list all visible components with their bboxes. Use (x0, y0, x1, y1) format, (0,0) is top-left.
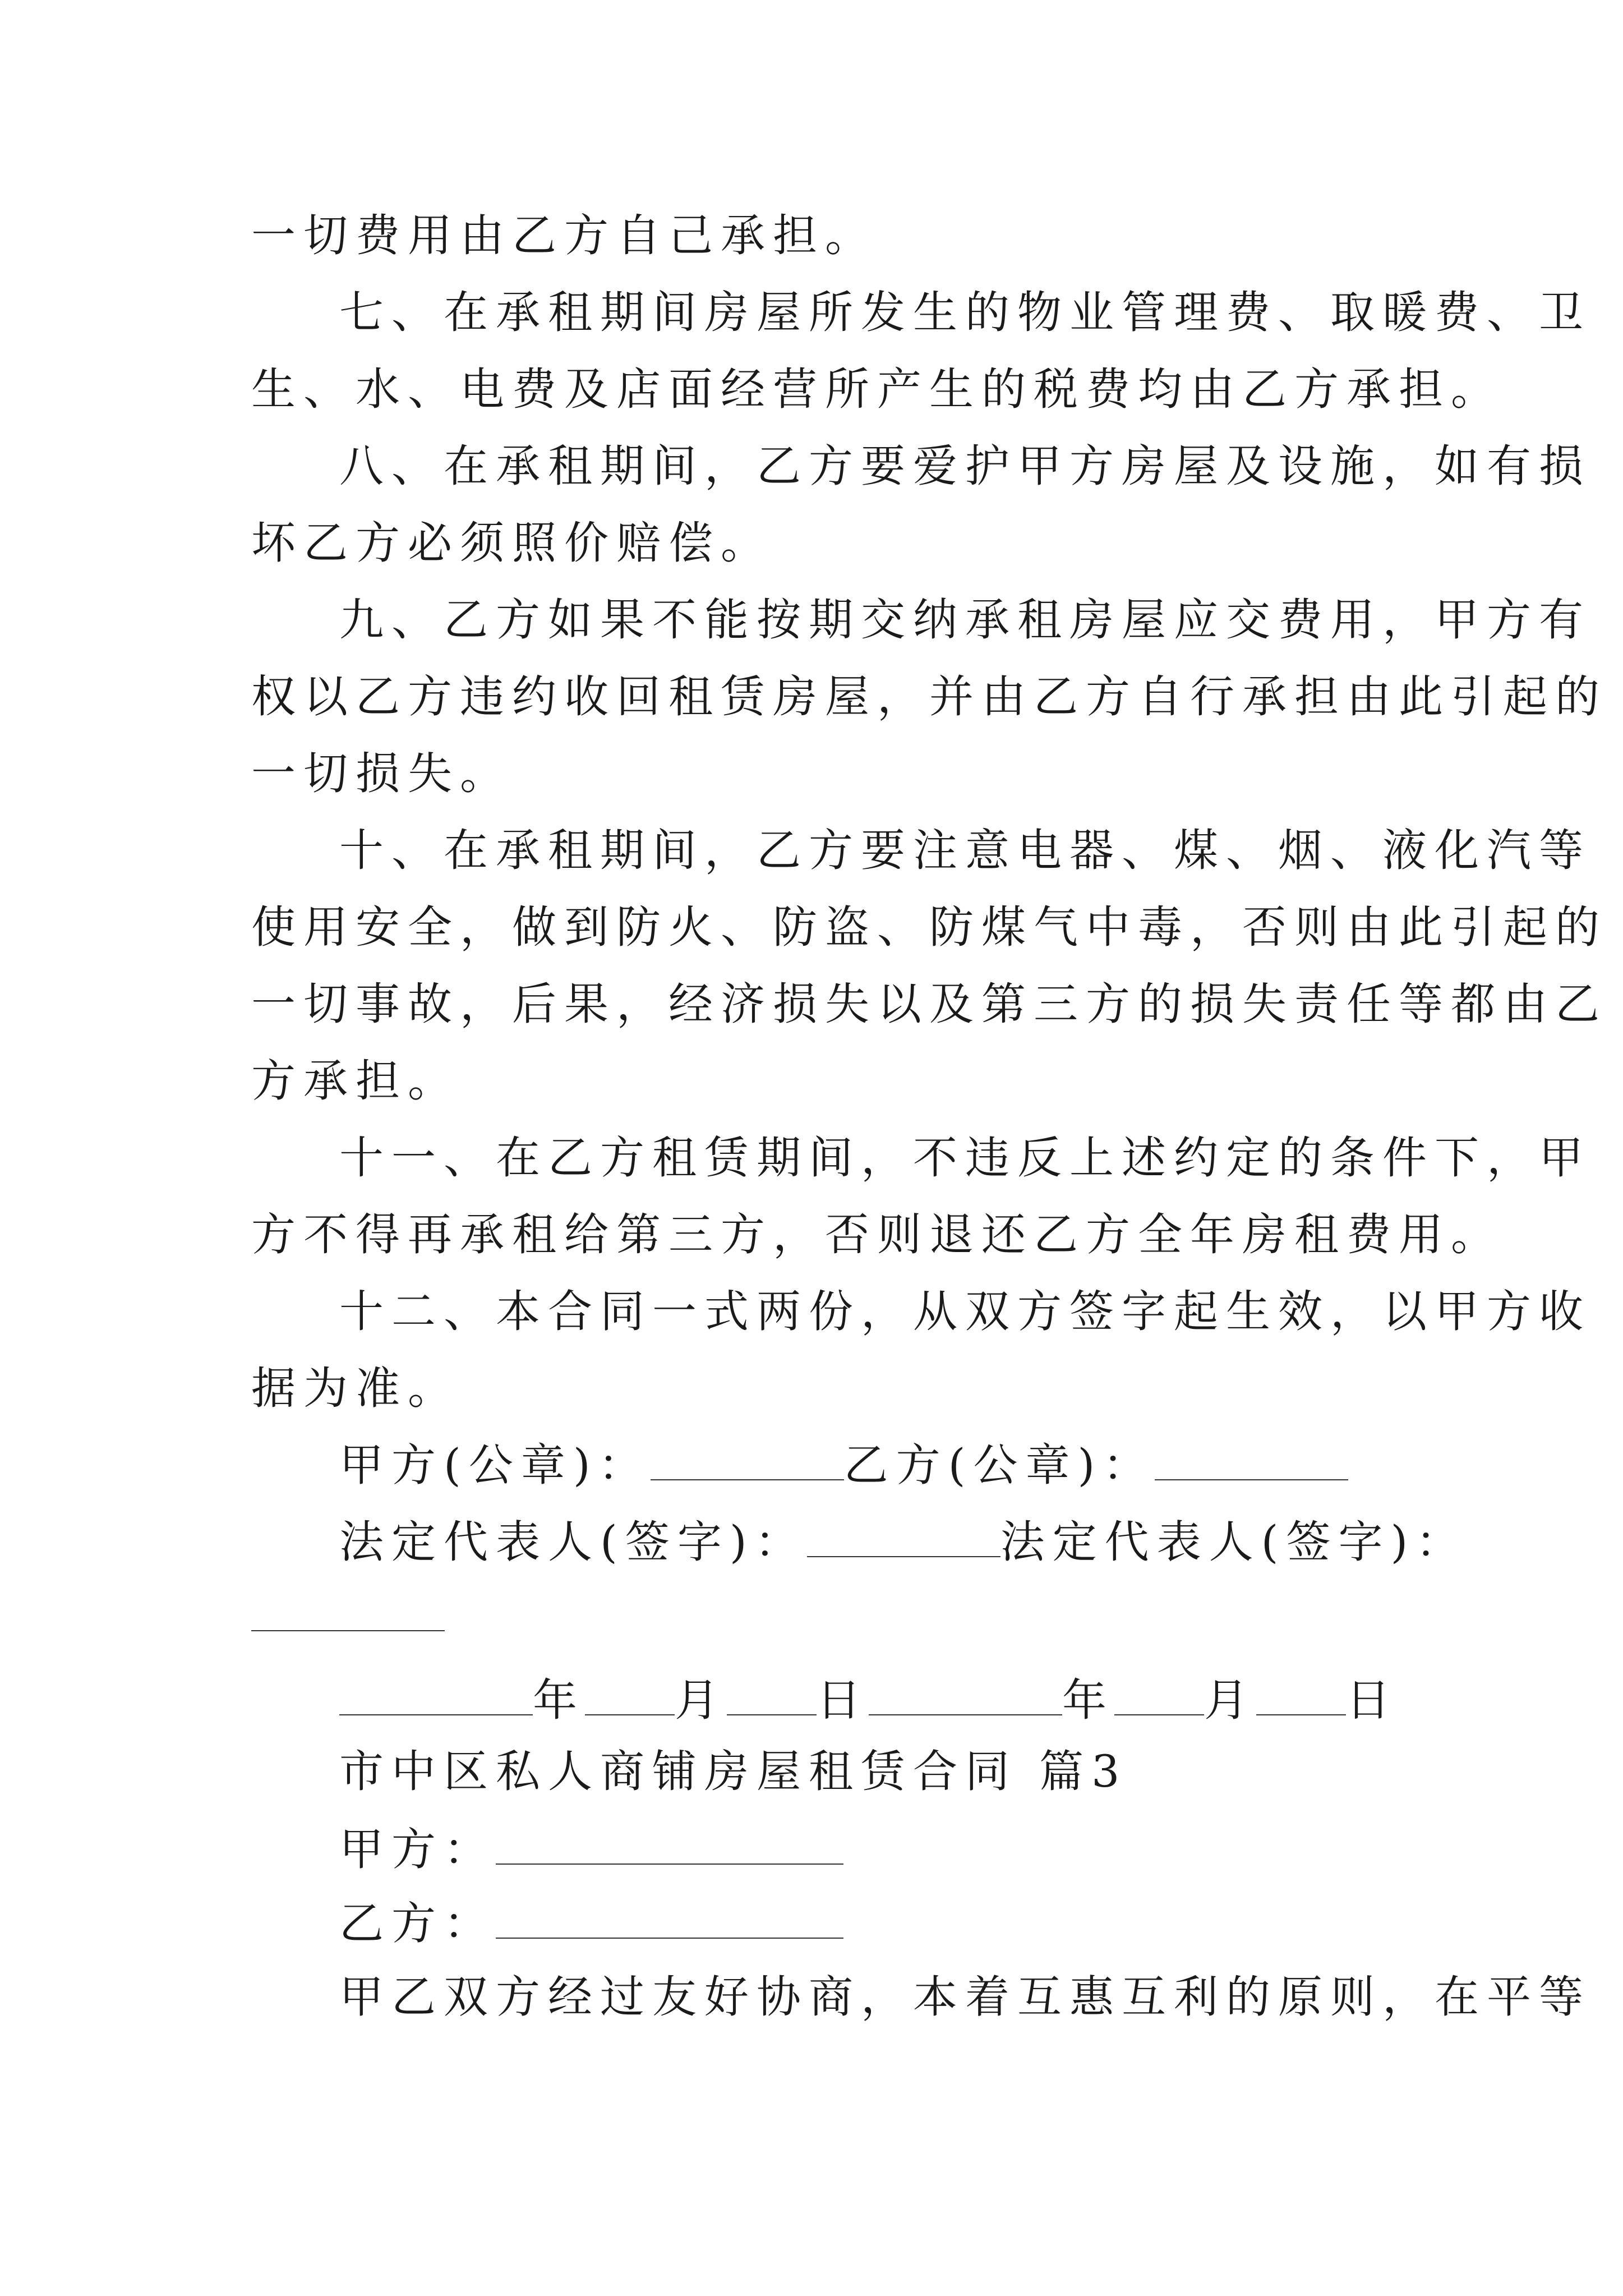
year-blank (869, 1675, 1062, 1715)
paragraph-line: 据为准。 (251, 1363, 460, 1414)
year-label: 年 (1062, 1674, 1114, 1726)
day-blank (727, 1675, 817, 1715)
legal-rep-a-blank (807, 1517, 1000, 1557)
paragraph-line: 十二、本合同一式两份，从双方签字起生效，以甲方收 (339, 1286, 1591, 1337)
paragraph-line: 一切费用由乙方自己承担。 (251, 210, 877, 261)
paragraph-line: 生、水、电费及店面经营所产生的税费均由乙方承担。 (251, 364, 1503, 415)
party-b-blank (496, 1898, 843, 1939)
year-blank (339, 1675, 533, 1715)
party-a-blank (496, 1824, 843, 1865)
party-a-seal-label: 甲方(公章)： (339, 1439, 651, 1491)
year-label: 年 (533, 1674, 585, 1726)
party-b-label: 乙方： (339, 1898, 496, 1949)
month-blank (585, 1675, 675, 1715)
month-blank (1114, 1675, 1204, 1715)
paragraph-line: 坏乙方必须照价赔偿。 (251, 517, 773, 569)
paragraph-line: 七、在承租期间房屋所发生的物业管理费、取暖费、卫 (339, 287, 1591, 338)
party-a-label: 甲方： (339, 1824, 496, 1875)
section-title: 市中区私人商铺房屋租赁合同 篇3 (339, 1746, 1128, 1797)
paragraph-line: 方不得再承租给第三方，否则退还乙方全年房租费用。 (251, 1209, 1503, 1260)
month-label: 月 (675, 1674, 727, 1726)
seal-line (339, 1437, 1348, 1493)
legal-rep-a-label: 法定代表人(签字)： (339, 1516, 807, 1568)
paragraph-line: 八、在承租期间，乙方要爱护甲方房屋及设施，如有损 (339, 440, 1591, 492)
paragraph-line: 一切事故，后果，经济损失以及第三方的损失责任等都由乙 (251, 978, 1607, 1030)
paragraph-line: 权以乙方违约收回租赁房屋，并由乙方自行承担由此引起的 (251, 671, 1607, 723)
legal-rep-line (339, 1514, 1468, 1570)
paragraph-line: 十、在承租期间，乙方要注意电器、煤、烟、液化汽等 (339, 825, 1591, 876)
day-label: 日 (817, 1674, 869, 1726)
paragraph-line: 十一、在乙方租赁期间，不违反上述约定的条件下，甲 (339, 1132, 1591, 1184)
paragraph-line: 九、乙方如果不能按期交纳承租房屋应交费用，甲方有 (339, 594, 1591, 646)
day-blank (1256, 1675, 1346, 1715)
paragraph-line: 使用安全，做到防火、防盗、防煤气中毒，否则由此引起的 (251, 901, 1607, 953)
day-label: 日 (1346, 1674, 1398, 1726)
legal-rep-b-blank (251, 1630, 445, 1631)
paragraph-line: 方承担。 (251, 1055, 460, 1107)
intro-line: 甲乙双方经过友好协商，本着互惠互利的原则，在平等 (339, 1971, 1591, 2023)
party-b-line (339, 1895, 843, 1952)
party-b-seal-blank (1155, 1440, 1348, 1480)
paragraph-line: 一切损失。 (251, 748, 512, 799)
party-a-seal-blank (651, 1440, 844, 1480)
legal-rep-b-label: 法定代表人(签字)： (1000, 1516, 1468, 1568)
date-line (339, 1672, 1398, 1728)
party-b-seal-label: 乙方(公章)： (843, 1439, 1155, 1491)
month-label: 月 (1204, 1674, 1256, 1726)
party-a-line (339, 1821, 843, 1878)
